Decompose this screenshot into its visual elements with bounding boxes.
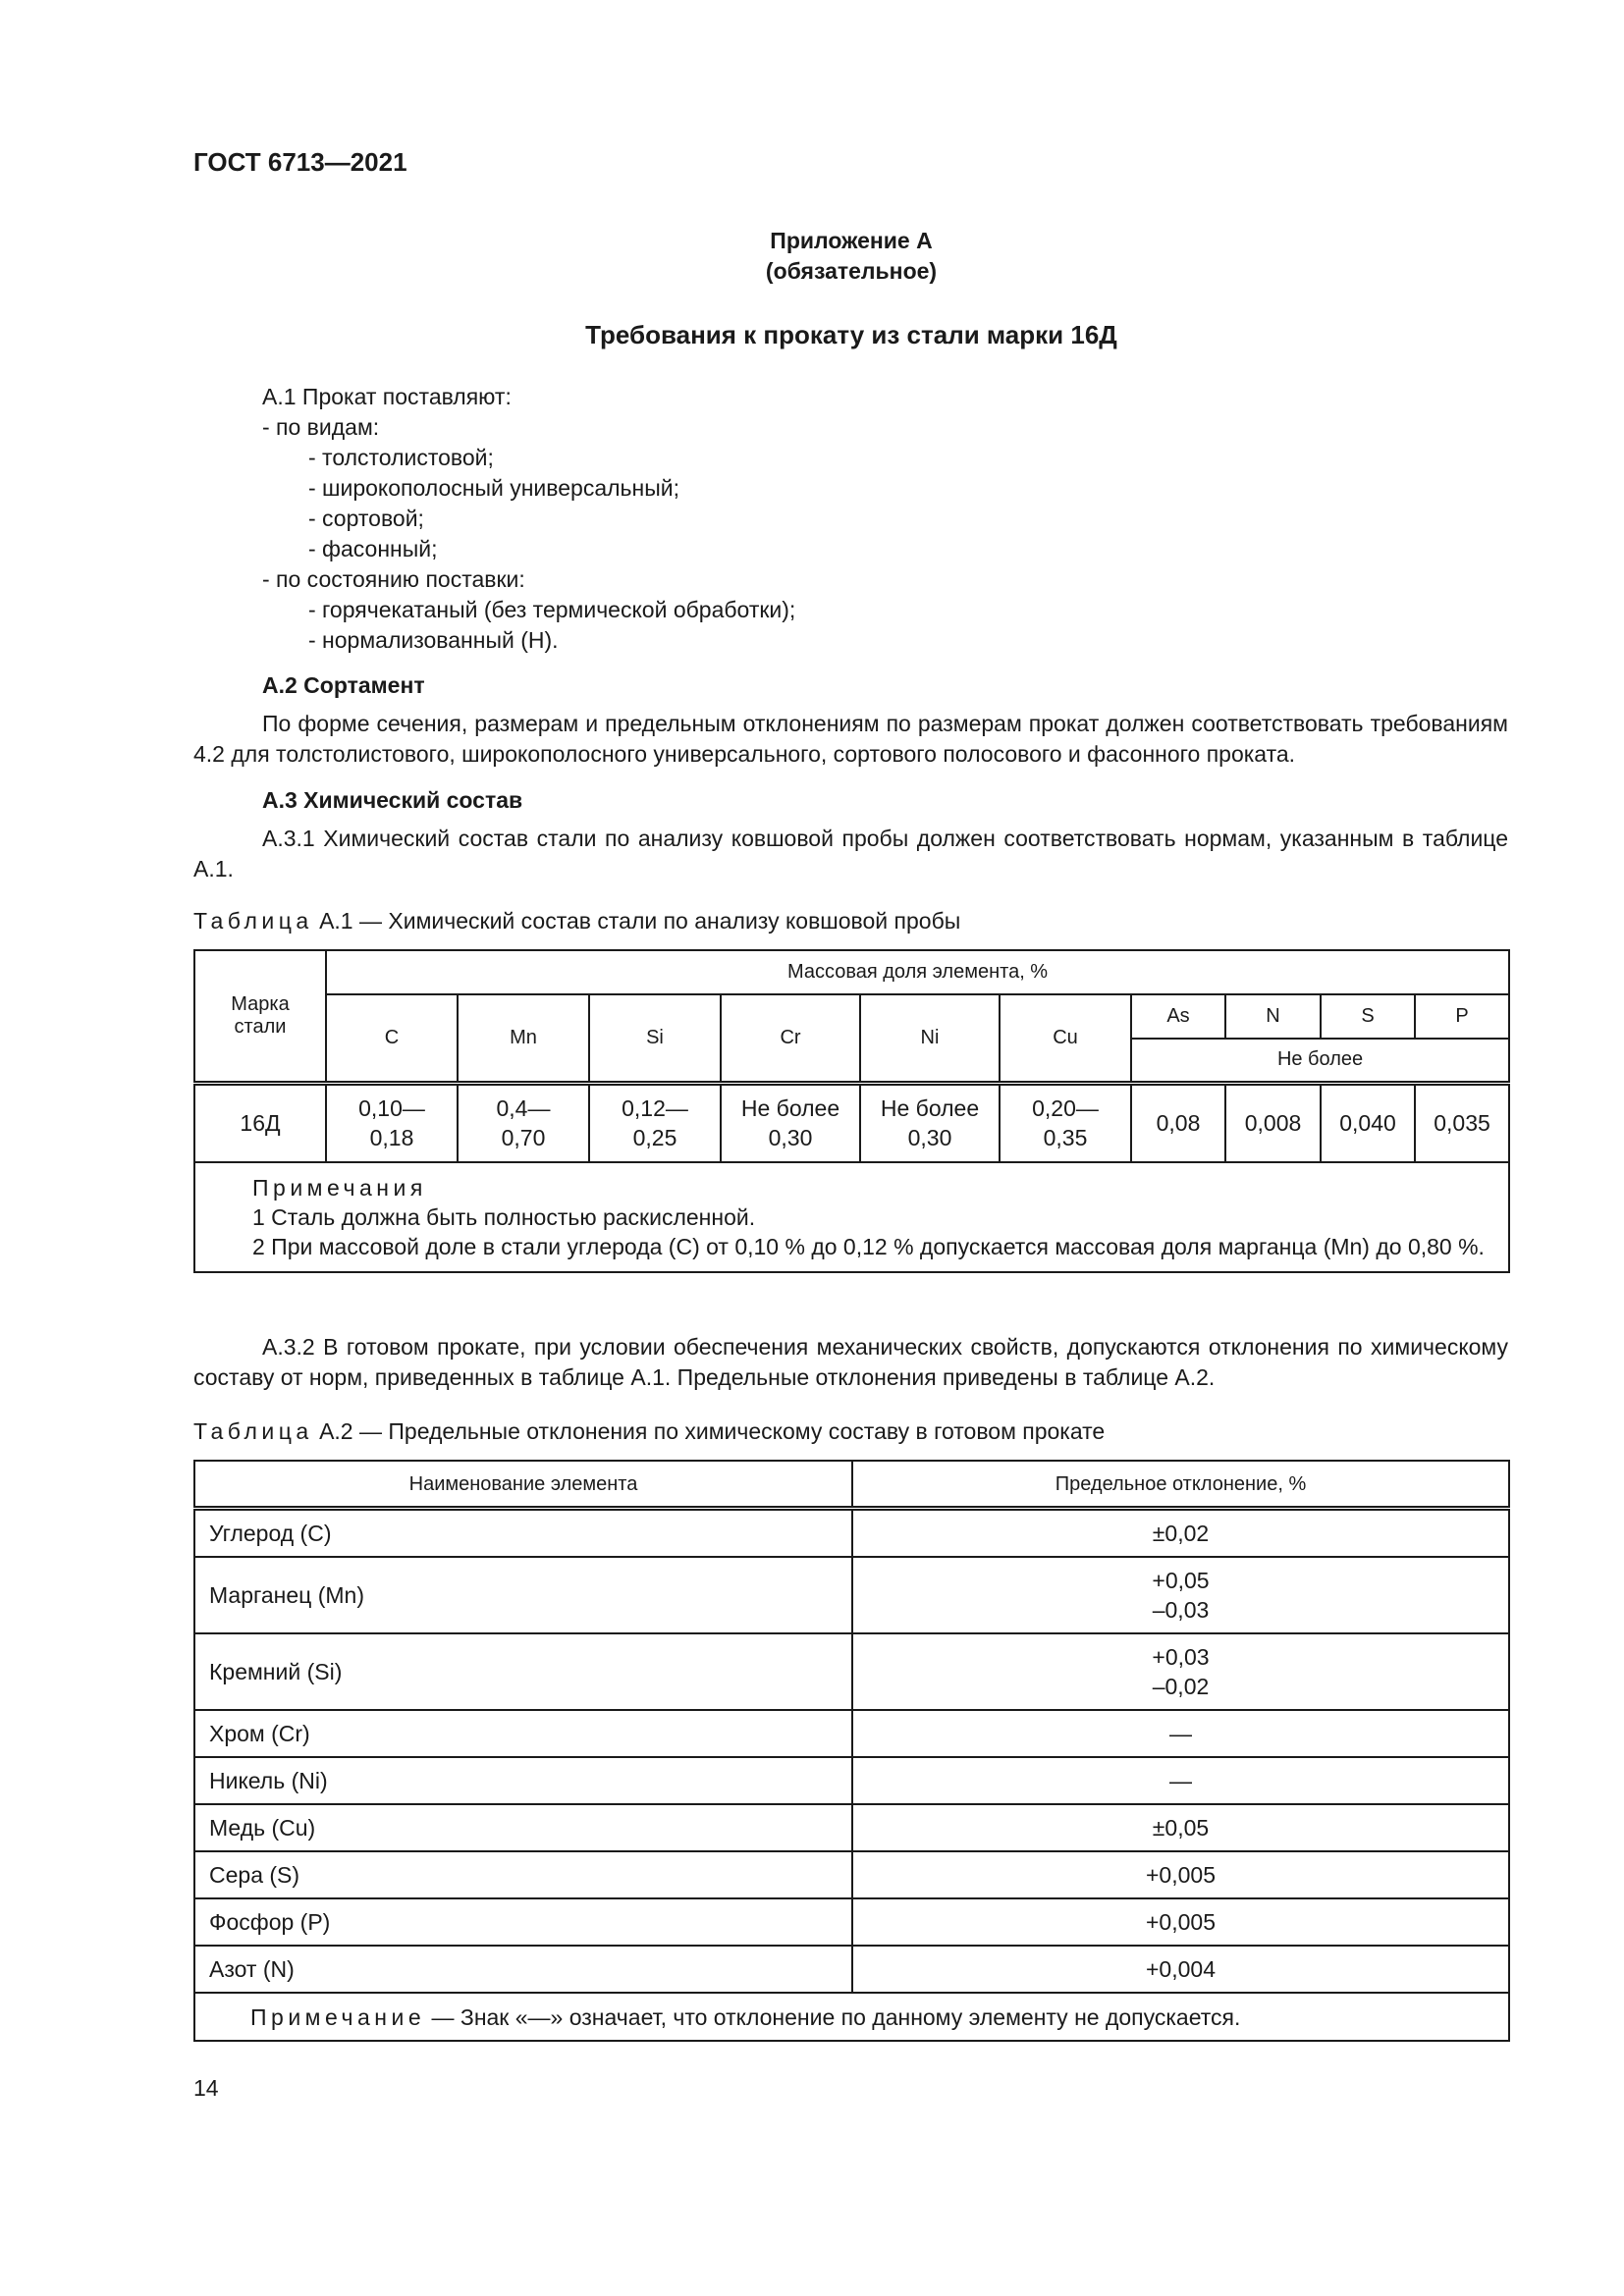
type-item: - толстолистовой; (308, 445, 494, 470)
deviation-cell: — (852, 1710, 1509, 1757)
element-name-cell: Фосфор (P) (194, 1898, 852, 1946)
column-header-name: Наименование элемента (194, 1461, 852, 1509)
deviation-cell: +0,004 (852, 1946, 1509, 1993)
type-item: - широкополосный универсальный; (308, 475, 679, 501)
deviation-cell: ±0,05 (852, 1804, 1509, 1851)
max-limit-header: Не более (1131, 1039, 1509, 1083)
element-name-cell: Кремний (Si) (194, 1633, 852, 1710)
section-a1-lead: А.1 Прокат поставляют: (262, 384, 512, 409)
deviation-cell: +0,005 (852, 1851, 1509, 1898)
grade-cell: 16Д (194, 1083, 326, 1162)
table-a2 (193, 1460, 1510, 2042)
element-header-n: N (1225, 994, 1321, 1039)
element-name-cell: Хром (Cr) (194, 1710, 852, 1757)
column-header-value: Предельное отклонение, % (852, 1461, 1509, 1509)
type-item: - сортовой; (308, 506, 424, 531)
element-header-cu: Cu (1000, 994, 1131, 1083)
section-a32-text: А.3.2 В готовом прокате, при условии обеспечения механических свойств, допускаются отклонения по химическому составу от норм, приведенных в таблице А.1. Предельные отклонения приведены в таблице А.2. (193, 1334, 1508, 1390)
note-item: 1 Сталь должна быть полностью раскисленной. (252, 1203, 756, 1230)
appendix-status: (обязательное) (765, 258, 938, 284)
element-header-si: Si (589, 994, 721, 1083)
value-cell-p: 0,035 (1415, 1083, 1509, 1162)
deviation-cell: — (852, 1757, 1509, 1804)
element-header-p: P (1415, 994, 1509, 1039)
section-a3-heading: А.3 Химический состав (262, 787, 523, 813)
page-number: 14 (193, 2075, 219, 2101)
table-a1-notes (194, 1162, 1509, 1272)
by-type-label: - по видам: (262, 414, 380, 440)
value-cell-n: 0,008 (1225, 1083, 1321, 1162)
element-header-s: S (1321, 994, 1415, 1039)
element-name-cell: Углерод (С) (194, 1509, 852, 1558)
value-cell-ni: Не более 0,30 (860, 1083, 1000, 1162)
deviation-cell: +0,03 –0,02 (852, 1633, 1509, 1710)
note-item: 2 При массовой доле в стали углерода (С) от 0,10 % до 0,12 % допускается массовая доля марганца (Mn) до 0,80 %. (252, 1233, 1485, 1259)
type-item: - фасонный; (308, 536, 438, 561)
section-a31-text: А.3.1 Химический состав стали по анализу ковшовой пробы должен соответствовать нормам, указанным в таблице А.1. (193, 826, 1508, 881)
grade-header: Марка стали (194, 950, 326, 1083)
deviation-cell: +0,05 –0,03 (852, 1557, 1509, 1633)
value-cell-mn: 0,4— 0,70 (458, 1083, 589, 1162)
table-a2-caption (193, 1418, 1105, 1445)
caption-text: А.1 — Химический состав стали по анализу ковшовой пробы (312, 908, 961, 934)
value-cell-cr: Не более 0,30 (721, 1083, 860, 1162)
state-item: - горячекатаный (без термической обработки); (308, 597, 796, 622)
element-header-c: C (326, 994, 458, 1083)
deviation-cell: ±0,02 (852, 1509, 1509, 1558)
element-name-cell: Сера (S) (194, 1851, 852, 1898)
group-header: Массовая доля элемента, % (326, 950, 1509, 994)
note-word: Примечание (250, 2003, 426, 2030)
value-cell-si: 0,12— 0,25 (589, 1083, 721, 1162)
deviation-cell: +0,005 (852, 1898, 1509, 1946)
element-header-mn: Mn (458, 994, 589, 1083)
element-name-cell: Никель (Ni) (194, 1757, 852, 1804)
element-header-as: As (1131, 994, 1225, 1039)
document-code: ГОСТ 6713—2021 (193, 147, 407, 177)
element-name-cell: Азот (N) (194, 1946, 852, 1993)
value-cell-as: 0,08 (1131, 1083, 1225, 1162)
value-cell-s: 0,040 (1321, 1083, 1415, 1162)
caption-text: А.2 — Предельные отклонения по химическому составу в готовом прокате (312, 1418, 1106, 1444)
table-a1-caption (193, 908, 960, 934)
value-cell-cu: 0,20— 0,35 (1000, 1083, 1131, 1162)
element-name-cell: Медь (Cu) (194, 1804, 852, 1851)
appendix-title: Приложение А (770, 228, 933, 253)
table-a2-note (194, 1993, 1509, 2041)
note-text: — Знак «—» означает, что отклонение по данному элементу не допускается. (425, 2003, 1241, 2030)
table-a1 (193, 949, 1510, 1273)
element-name-cell: Марганец (Mn) (194, 1557, 852, 1633)
element-header-cr: Cr (721, 994, 860, 1083)
notes-title: Примечания (252, 1174, 427, 1201)
element-header-ni: Ni (860, 994, 1000, 1083)
value-cell-c: 0,10— 0,18 (326, 1083, 458, 1162)
caption-word: Таблица (193, 908, 313, 934)
appendix-heading: Требования к прокату из стали марки 16Д (585, 320, 1117, 349)
section-a2-heading: А.2 Сортамент (262, 672, 425, 698)
by-state-label: - по состоянию поставки: (262, 566, 525, 592)
state-item: - нормализованный (Н). (308, 627, 559, 653)
caption-word: Таблица (193, 1418, 313, 1444)
section-a2-text: По форме сечения, размерам и предельным отклонениям по размерам прокат должен соответствовать требованиям 4.2 для толстолистового, широкополосного универсального, сортового полосового и фасонного проката. (193, 711, 1508, 767)
